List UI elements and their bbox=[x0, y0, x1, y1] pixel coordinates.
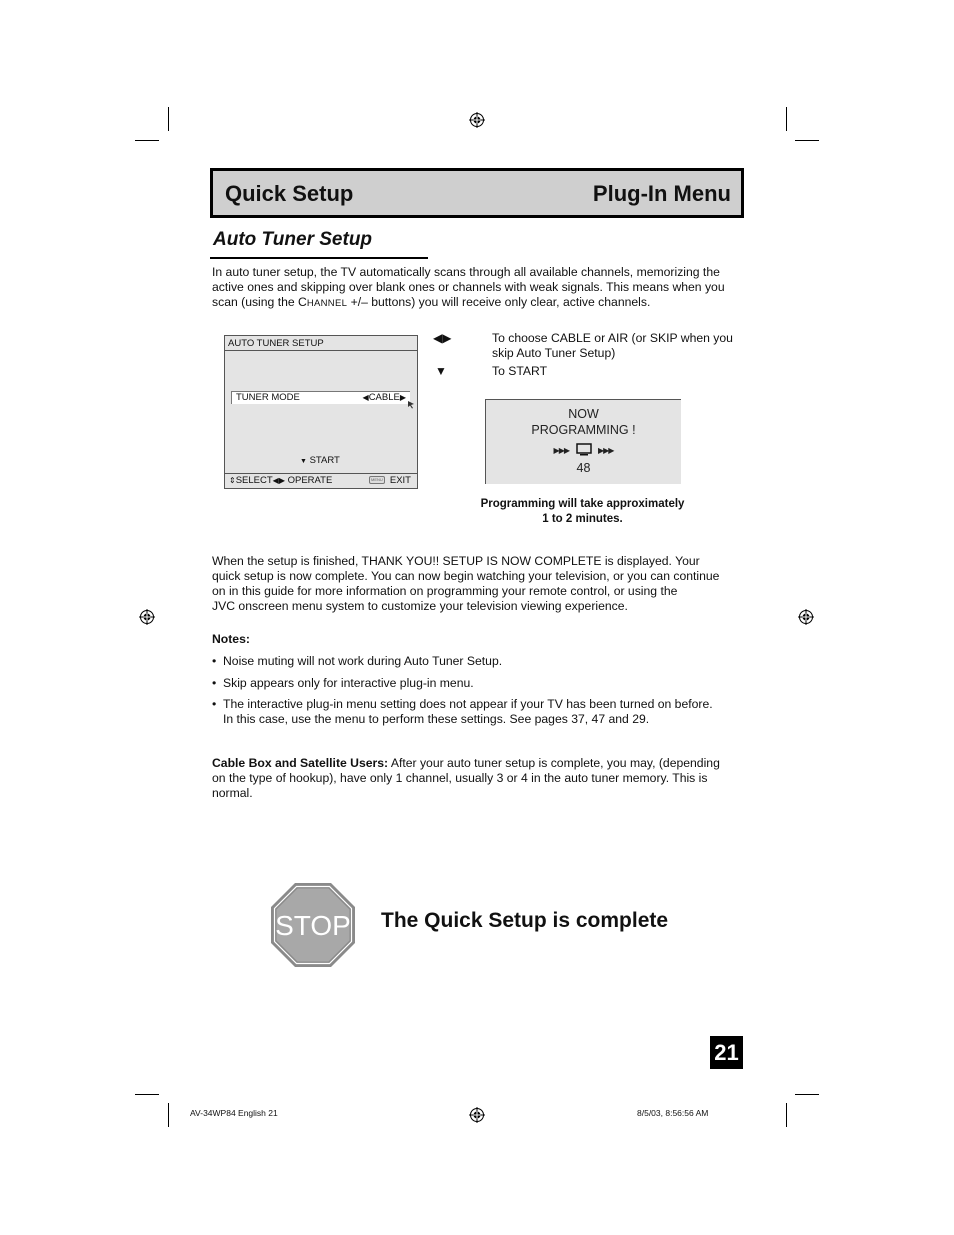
arrow-down-icon: ▼ bbox=[435, 364, 447, 378]
cable-box-paragraph: Cable Box and Satellite Users: After your auto tuner setup is complete, you may, (depending on the type of hookup), have only 1 channel, usually 3 or 4 in the auto tuner memory. This is normal. bbox=[212, 756, 720, 800]
stop-sign-text: STOP bbox=[275, 910, 351, 941]
section-title: Auto Tuner Setup bbox=[213, 229, 373, 250]
crop-mark bbox=[795, 1094, 819, 1095]
tuner-mode-value: ◀CABLE▶ bbox=[362, 392, 406, 403]
crop-mark bbox=[786, 107, 787, 131]
crop-mark bbox=[168, 1103, 169, 1127]
programming-progress bbox=[486, 442, 681, 456]
auto-tuner-menu-screen bbox=[224, 335, 418, 489]
menu-button-icon: MENU bbox=[369, 476, 385, 484]
programming-channel: 48 bbox=[576, 461, 591, 475]
crop-mark bbox=[786, 1103, 787, 1127]
header-title-left: Quick Setup bbox=[225, 181, 354, 206]
crop-mark bbox=[795, 140, 819, 141]
intro-line: scan (using the CHANNEL +/– buttons) you will receive only clear, active channels. bbox=[212, 295, 651, 309]
page-header bbox=[210, 168, 744, 218]
intro-line: active ones and skipping over blank ones or channels with weak signals. This means when you bbox=[212, 280, 725, 294]
menu-screen-title: AUTO TUNER SETUP bbox=[225, 336, 418, 351]
intro-paragraph bbox=[212, 265, 752, 311]
cable-box-label: Cable Box and Satellite Users: bbox=[212, 756, 389, 770]
programming-now: NOW bbox=[568, 407, 599, 421]
section-rule bbox=[210, 257, 428, 259]
programming-caption: Programming will take approximately 1 to 2 minutes. bbox=[480, 498, 685, 525]
page-number: 21 bbox=[710, 1036, 743, 1069]
registration-mark-icon bbox=[139, 609, 155, 625]
crop-mark bbox=[135, 1094, 159, 1095]
footer-select-operate: ⇕SELECT◀▶ OPERATE bbox=[229, 475, 333, 486]
menu-start-label: ▼ START bbox=[300, 455, 340, 466]
footer-left: AV-34WP84 English 21 bbox=[190, 1108, 278, 1118]
crop-mark bbox=[168, 107, 169, 131]
triple-arrow-icon: ▶▶▶ bbox=[597, 446, 614, 455]
tuner-mode-row bbox=[231, 391, 410, 404]
hand-cursor-icon bbox=[407, 400, 416, 409]
complete-title: The Quick Setup is complete bbox=[381, 909, 669, 932]
notes-heading: Notes: bbox=[212, 632, 250, 646]
triple-arrow-icon: ▶▶▶ bbox=[553, 446, 570, 455]
registration-mark-icon bbox=[469, 112, 485, 128]
footer-right: 8/5/03, 8:56:56 AM bbox=[637, 1108, 709, 1118]
registration-mark-icon bbox=[798, 609, 814, 625]
channel-smallcaps: HANNEL bbox=[306, 298, 348, 309]
header-title-right: Plug-In Menu bbox=[592, 181, 731, 206]
tv-icon bbox=[576, 443, 592, 456]
menu-screen-footer bbox=[225, 473, 417, 488]
intro-line: In auto tuner setup, the TV automatically scans through all available channels, memorizing the bbox=[212, 265, 720, 279]
crop-mark bbox=[135, 140, 159, 141]
instruction-start: To START bbox=[492, 364, 548, 378]
instruction-choose: To choose CABLE or AIR (or SKIP when you skip Auto Tuner Setup) bbox=[492, 331, 733, 360]
registration-mark-icon bbox=[469, 1107, 485, 1123]
complete-paragraph: When the setup is finished, THANK YOU!! SETUP IS NOW COMPLETE is displayed. Your quick setup is now complete. You can now begin watching your television, or you can continue on in this guide for more information on programming your remote control, or using the JVC onscreen menu system to customize your television viewing experience. bbox=[212, 554, 720, 613]
programming-screen bbox=[485, 399, 681, 484]
footer-exit: MENU EXIT bbox=[369, 474, 411, 488]
tuner-mode-label: TUNER MODE bbox=[236, 392, 300, 403]
stop-sign-icon bbox=[270, 882, 356, 968]
programming-label: PROGRAMMING ! bbox=[531, 423, 636, 437]
arrow-left-right-icon: ◀▶ bbox=[433, 331, 452, 345]
